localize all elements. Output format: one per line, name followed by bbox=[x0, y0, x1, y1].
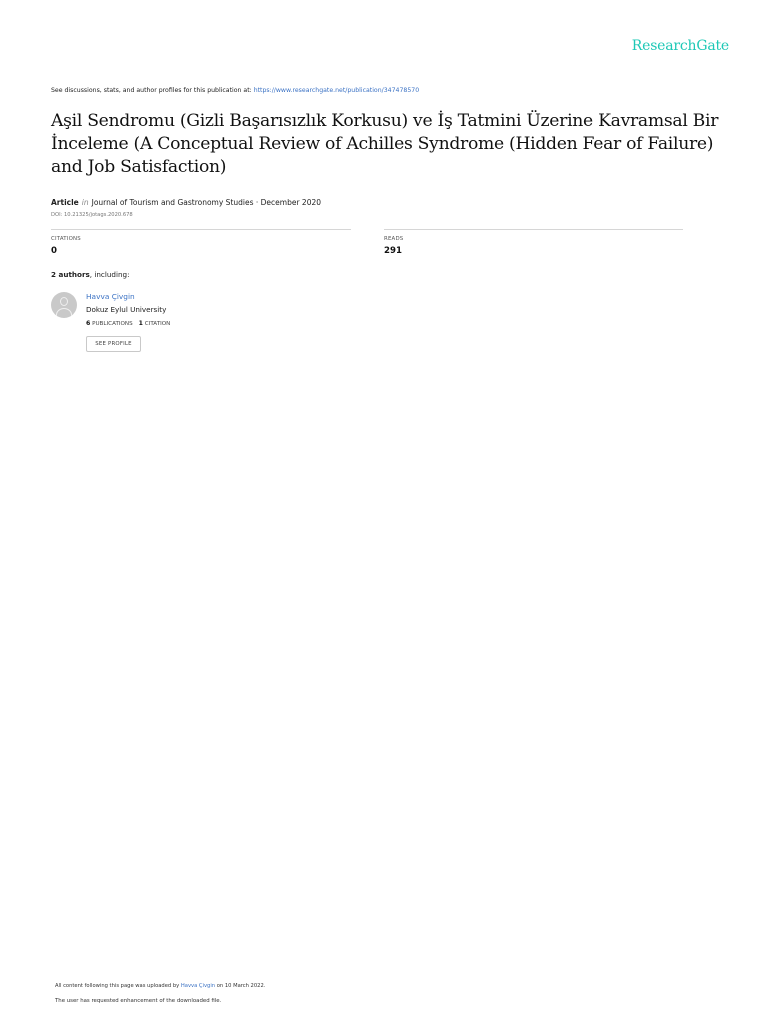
author-publications-label: PUBLICATIONS bbox=[92, 321, 133, 327]
see-profile-button[interactable]: SEE PROFILE bbox=[86, 336, 141, 352]
upload-notice bbox=[55, 983, 265, 989]
researchgate-logo[interactable]: ResearchGate bbox=[631, 38, 729, 54]
enhancement-notice: The user has requested enhancement of the downloaded file. bbox=[55, 998, 222, 1004]
citations-count: 0 bbox=[51, 246, 57, 256]
author-name-link[interactable]: Havva Çivgin bbox=[86, 292, 135, 301]
discussion-notice-text: See discussions, stats, and author profiles for this publication at: bbox=[51, 87, 254, 94]
author-publications-count: 6 bbox=[86, 320, 91, 327]
author-institution: Dokuz Eylul University bbox=[86, 305, 167, 314]
publication-doi: DOI: 10.21325/jotags.2020.678 bbox=[51, 212, 133, 218]
publication-meta bbox=[51, 198, 321, 207]
discussion-notice bbox=[51, 87, 419, 94]
authors-count: 2 authors bbox=[51, 270, 90, 279]
journal-date: Journal of Tourism and Gastronomy Studies · December 2020 bbox=[91, 198, 322, 207]
upload-prefix: All content following this page was uploaded by bbox=[55, 983, 181, 989]
publication-link[interactable]: https://www.researchgate.net/publication/347478570 bbox=[253, 87, 420, 94]
in-word: in bbox=[81, 198, 89, 207]
author-citations-count: 1 bbox=[138, 320, 143, 327]
reads-count: 291 bbox=[384, 246, 402, 256]
uploader-link[interactable]: Havva Çivgin bbox=[180, 983, 216, 989]
reads-label: READS bbox=[384, 236, 404, 242]
author-citations-label: CITATION bbox=[144, 321, 171, 327]
authors-including: , including: bbox=[89, 270, 130, 279]
citations-divider bbox=[51, 229, 351, 230]
citations-label: CITATIONS bbox=[51, 236, 81, 242]
upload-suffix: on 10 March 2022. bbox=[215, 983, 266, 989]
publication-type: Article bbox=[51, 198, 79, 207]
authors-summary bbox=[51, 270, 130, 279]
avatar-body-icon bbox=[56, 308, 72, 318]
avatar-head-icon bbox=[60, 297, 68, 306]
publication-title: Aşil Sendromu (Gizli Başarısızlık Korkusu) ve İş Tatmini Üzerine Kavramsal Bir İnceleme (A Conceptual Review of Achilles Syndrome (Hidden Fear of Failure) and Job Satisfaction) bbox=[51, 111, 719, 177]
author-stats bbox=[86, 320, 170, 327]
author-avatar[interactable] bbox=[51, 292, 77, 318]
reads-divider bbox=[384, 229, 683, 230]
